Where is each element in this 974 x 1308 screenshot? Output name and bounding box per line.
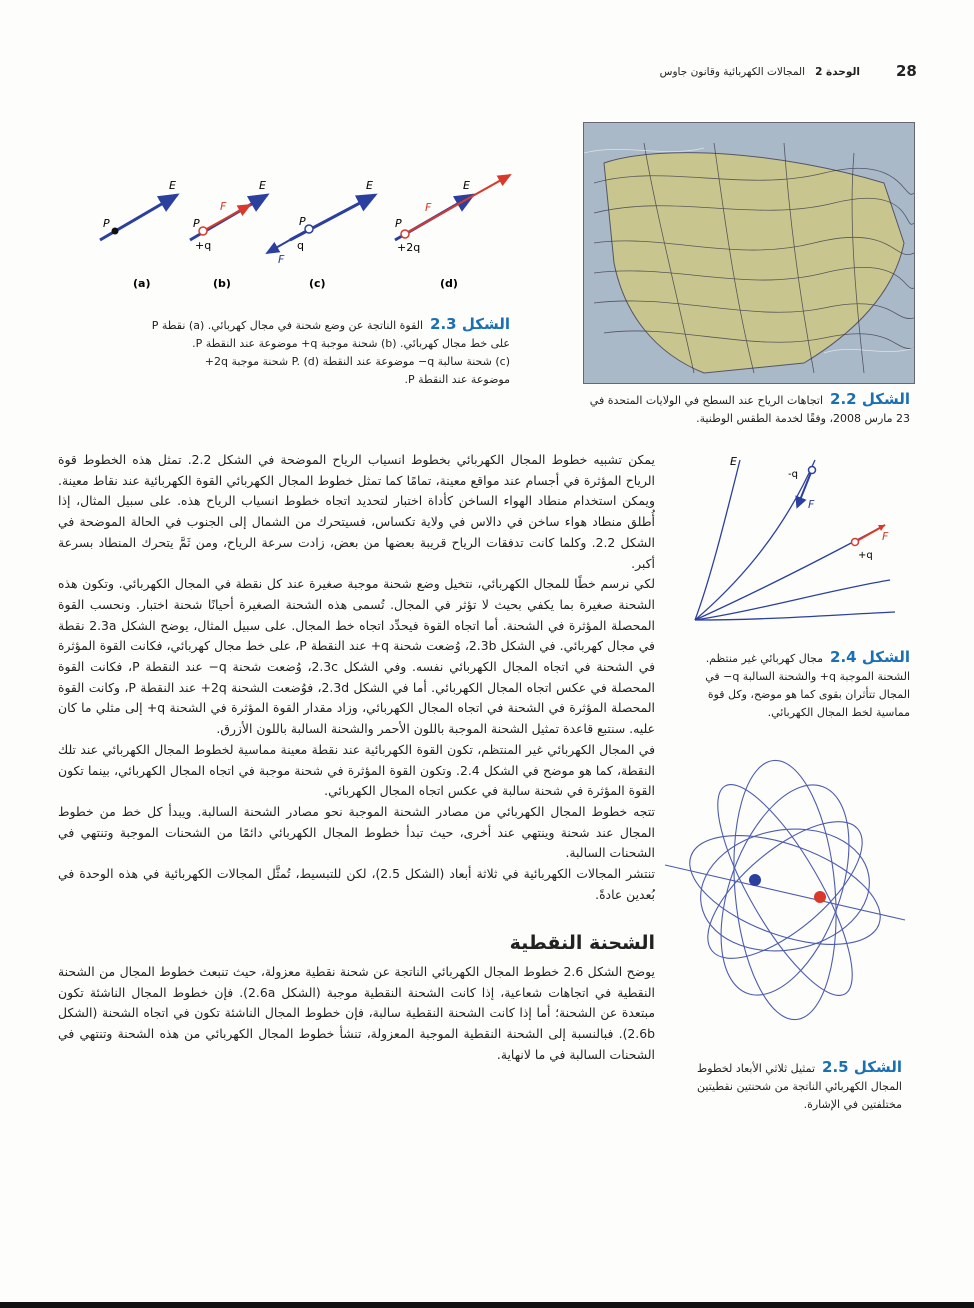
f-label-c: F (278, 253, 285, 266)
e-label-a: E (169, 179, 176, 192)
point-label-a: P (103, 217, 110, 230)
panel-label-d: (d) (440, 277, 458, 290)
paragraph-2: لكي نرسم خطًا للمجال الكهربائي، نتخيل وضع شحنة موجبة صغيرة عند كل نقطة في المجال الكهربائي. وتكون هذه الشحنة صغيرة بما يكفي بحيث لا تؤثر في المجال. تُسمى هذه الشحنة الصغيرة أحيانًا شحنة اختبار. ونحسب القوة المحصلة المؤثرة في الشحنة. أما اتجاه القوة فيحدِّد اتجاه خط المجال. على سبيل المثال، يوضح الشكل 2.3a نقطة في مجال كهربائي. في الشكل 2.3b، وُضعت شحنة q+ عند النقطة P، على خط مجال كهربائي، فكانت القوة المؤثرة في الشحنة في اتجاه المجال الكهربائي نفسه. وفي الشكل 2.3c، وُضعت شحنة q− عند النقطة P، فكانت القوة المحصلة في عكس اتجاه المجال الكهربائي. أما في الشكل 2.3d، فوُضعت الشحنة 2q+ عند النقطة P، وكانت القوة المحصلة المؤثرة في الشحنة في اتجاه المجال الكهربائي، وزاد مقدار القوة المؤثرة في الشحنة q+ إلى مثلي ما كان عليه. سنتبع قاعدة تمثيل الشحنة الموجبة باللون الأحمر والشحنة السالبة باللون الأزرق. (58, 576, 656, 737)
wind-streamlines (584, 123, 914, 383)
f-label-neg: F (808, 498, 815, 511)
paragraph-3: في المجال الكهربائي غير المنتظم، تكون القوة الكهربائية عند نقطة معينة مماسية لخطوط المجال الكهربائي عند تلك النقطة، كما هو موضح في الشكل 2.4. وتكون القوة المؤثرة في شحنة موجبة في اتجاه المجال الكهربائي، بينما تكون القوة المؤثرة في شحنة سالبة في عكس اتجاه المجال الكهربائي. (58, 741, 655, 799)
fig-2-2-line: اتجاهات الرياح عند السطح في الولايات المتحدة في (589, 394, 824, 407)
figure-2-4 (690, 450, 910, 630)
fig-2-3-line: موضوعة عند النقطة P. (404, 373, 510, 386)
panel-label-b: (b) (213, 277, 231, 290)
paragraph-4: تتجه خطوط المجال الكهربائي من مصادر الشحنة الموجبة نحو مصادر الشحنة السالبة. ويبدأ كل خط من خطوط المجال عند شحنة وينتهي عند أخرى، حيث تبدأ خطوط المجال الكهربائي دائمًا من الشحنات الموجبة وتنتهي في الشحنات السالبة. (58, 803, 655, 861)
e-label-2-4: E (730, 455, 737, 468)
fig-2-2-label: الشكل 2.2 (830, 390, 910, 408)
fig-2-5-caption (650, 1058, 902, 1114)
figure-2-2-wind-map (583, 122, 915, 384)
panel-d (395, 175, 510, 254)
fig-2-5-label: الشكل 2.5 (822, 1058, 902, 1076)
e-label-d: E (463, 179, 470, 192)
main-text-column (58, 450, 655, 905)
fig-2-3-line: (c) شحنة سالبة q− موضوعة عند النقطة P. (d) شحنة موجبة 2q+ (204, 355, 510, 368)
bottom-rule (0, 1302, 974, 1308)
positive-charge (814, 891, 826, 903)
paragraph-1: يمكن تشبيه خطوط المجال الكهربائي بخطوط انسياب الرياح الموضحة في الشكل 2.2. تمثل هذه الخطوط قوة الرياح المؤثرة في أجسام عند مواقع معينة، تمامًا كما تمثل خطوط المجال الكهربائي القوة الكهربائية عند نقاط معينة. ويمكن استخدام منطاد الهواء الساخن كأداة اختبار لتحديد اتجاه خطوط انسياب الرياح هذه. على سبيل المثال، إذا أُطلق منطاد هواء ساخن في دالاس في ولاية تكساس، فسيتحرك من الشمال إلى الجنوب في الحالة الموضحة في الشكل 2.2. وكلما كانت تدفقات الرياح قريبة بعضها من بعض، زادت سرعة الرياح، ومن ثَمَّ يتحرك المنطاد بسرعة أكبر. (58, 452, 656, 571)
fig-2-4-line: الشحنة الموجبة q+ والشحنة السالبة q− في (705, 670, 910, 683)
fig-2-4-label: الشكل 2.4 (830, 648, 910, 666)
section-title: الشحنة النقطية (509, 932, 655, 954)
negative-charge (749, 874, 761, 886)
point-label-b: P (193, 217, 200, 230)
fig-2-5-line: مختلفتين في الإشارة. (803, 1098, 902, 1111)
figure-2-3 (95, 165, 525, 300)
panel-a (100, 179, 177, 240)
charge-d: +2q (397, 241, 421, 254)
charge-b: +q (195, 239, 212, 252)
fig-2-4-line: مجال كهربائي غير منتظم. (705, 652, 824, 665)
e-label-b: E (259, 179, 266, 192)
fig-2-4-line: مماسية لخط المجال الكهربائي. (767, 706, 910, 719)
panel-label-a: (a) (133, 277, 151, 290)
page-number: 28 (896, 62, 917, 80)
figure-2-5-dipole (660, 745, 910, 1050)
fig-2-5-line: تمثيل ثلاثي الأبعاد لخطوط (697, 1062, 816, 1075)
unit-title: المجالات الكهربائية وقانون جاوس (659, 66, 806, 78)
section-text (58, 962, 655, 1066)
charge-c: q (297, 239, 304, 252)
paragraph-5: تنتشر المجالات الكهربائية في ثلاثة أبعاد (الشكل 2.5)، لكن للتبسيط، تُمثَّل المجالات الكهربائية في هذه الوحدة في بُعدين عادةً. (58, 866, 655, 902)
panel-c (267, 179, 375, 266)
fig-2-3-caption (110, 315, 510, 389)
panel-b (190, 179, 267, 252)
neg-charge-label: -q (788, 469, 798, 480)
fig-2-3-label: الشكل 2.3 (430, 315, 510, 333)
fig-2-2-line: 23 مارس 2008، وفقًا لخدمة الطقس الوطنية. (696, 412, 910, 425)
f-label-b: F (220, 200, 227, 213)
fig-2-2-caption (560, 390, 910, 428)
fig-2-4-line: المجال تتأثران بقوى كما هو موضح، وكل قوة (707, 688, 910, 701)
unit-label: الوحدة 2 (815, 66, 860, 78)
point-label-d: P (395, 217, 402, 230)
paragraph-6: يوضح الشكل 2.6 خطوط المجال الكهربائي الناتجة عن شحنة نقطية معزولة، حيث تنبعث خطوط المجال من الشحنة النقطية في اتجاهات شعاعية، إذا كانت الشحنة النقطية موجبة (الشكل 2.6a). فإن خطوط المجال الناشئة تكون مبتعدة عن الشحنة؛ أما إذا كانت الشحنة النقطية سالبة، فإن خطوط المجال الناشئة تكون في اتجاه الشحنة (الشكل 2.6b). فبالنسبة إلى الشحنة النقطية الموجبة المعزولة، تنشأ خطوط المجال الكهربائي من هذه الشحنة وتنتهي في الشحنات السالبة في ما لانهاية. (58, 964, 656, 1062)
f-label-d: F (425, 201, 432, 214)
point-label-c: P (299, 215, 306, 228)
running-header (640, 66, 860, 78)
pos-charge-label: +q (858, 550, 873, 561)
e-label-c: E (366, 179, 373, 192)
panel-label-c: (c) (309, 277, 326, 290)
f-label-pos: F (882, 530, 889, 543)
fig-2-3-line: القوة الناتجة عن وضع شحنة في مجال كهربائي. (a) نقطة P (151, 319, 424, 332)
fig-2-4-caption (670, 648, 910, 722)
fig-2-3-line: على خط مجال كهربائي. (b) شحنة موجبة q+ موضوعة عند النقطة P. (192, 337, 510, 350)
fig-2-5-line: المجال الكهربائي الناتجة من شحنتين نقطيتين (697, 1080, 902, 1093)
